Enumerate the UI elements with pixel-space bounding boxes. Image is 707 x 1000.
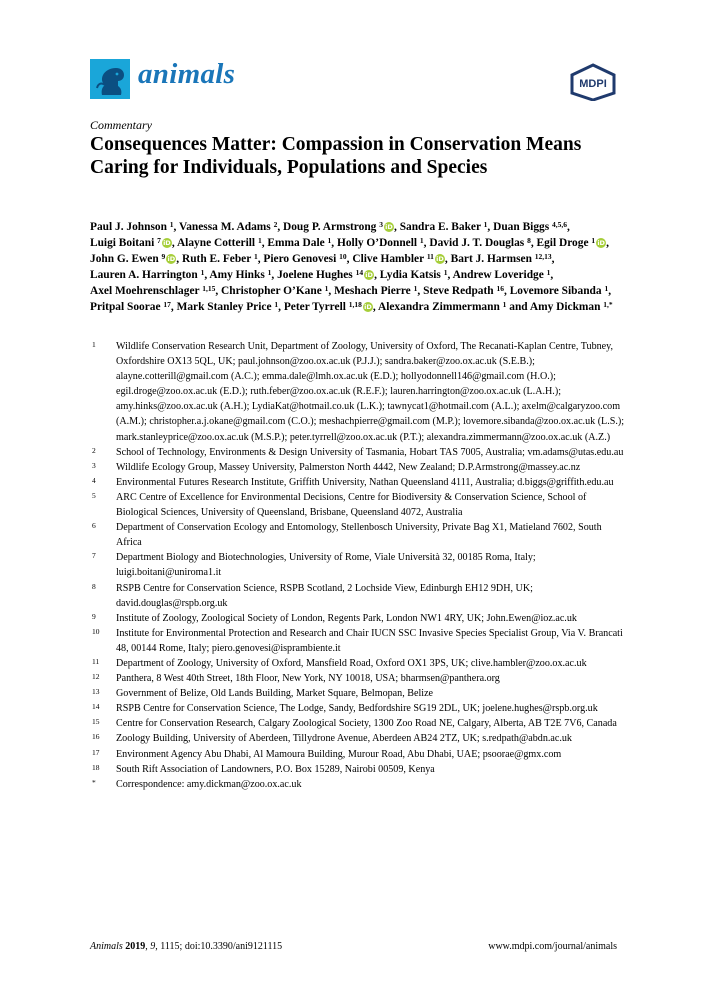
- affiliation-item: [92, 475, 628, 490]
- author-name: [182, 253, 258, 265]
- affiliation-text: Centre for Conservation Research, Calgary Zoological Society, 1300 Zoo Road NE, Calgary, Alberta, AB T2E 7V6, Canada: [116, 718, 617, 730]
- affiliation-text: Department of Conservation Ecology and Entomology, Stellenbosch University, Private Bag X1, Matieland 7602, South Africa: [116, 522, 602, 549]
- author-name-text: Alexandra Zimmermann: [377, 301, 500, 314]
- affiliation-text: ARC Centre of Excellence for Environmental Decisions, Centre for Biodiversity & Conservation Science, School of Biological Sciences, University of Queensland, Brisbane, Queensland 4072, Australia: [116, 491, 587, 519]
- footer-year: 2019: [125, 941, 146, 952]
- author-name: [209, 269, 271, 281]
- affiliation-text: Zoology Building, University of Aberdeen, Tillydrone Avenue, Aberdeen AB24 2TZ, UK; s.redpath@abdn.ac.uk: [116, 733, 572, 745]
- author-name-text: Andrew Loveridge: [452, 269, 544, 282]
- author-affiliation-sup: 1: [413, 284, 418, 294]
- author-affiliation-sup: 1: [546, 268, 551, 278]
- author-affiliation-sup: 14: [355, 268, 364, 278]
- author-name: [334, 285, 417, 297]
- author-name-text: Luigi Boitani: [90, 237, 155, 250]
- author-affiliation-sup: 10: [339, 252, 347, 262]
- mdpi-logo-text: MDPI: [579, 78, 607, 90]
- journal-url[interactable]: www.mdpi.com/journal/animals: [488, 941, 617, 952]
- affiliation-text: Department of Zoology, University of Oxford, Mansfield Road, Oxford OX1 3PS, UK; clive.hambler@zoo.ox.ac.uk: [116, 657, 587, 669]
- affiliation-text: Institute of Zoology, Zoological Society of London, Regents Park, London NW1 4RY, UK; John.Ewen@ioz.ac.uk: [116, 612, 577, 624]
- author-name: [352, 253, 445, 265]
- author-affiliation-sup: 1: [604, 284, 609, 294]
- author-name-text: John G. Ewen: [90, 253, 159, 266]
- author-name-text: Lovemore Sibanda: [509, 285, 602, 298]
- author-affiliation-sup: 1: [253, 252, 258, 262]
- author-name-text: Peter Tyrrell: [283, 301, 346, 314]
- affiliation-item: [92, 777, 628, 792]
- affiliation-text: Panthera, 8 West 40th Street, 18th Floor, New York, NY 10018, USA; bharmsen@panthera.org: [116, 673, 500, 685]
- footer-pages-doi: , 1115; doi:10.3390/ani9121115: [155, 941, 283, 952]
- author-name: [177, 237, 262, 249]
- author-affiliation-sup: 16: [496, 284, 504, 294]
- author-name-text: Bart J. Harmsen: [450, 253, 532, 266]
- affiliation-number: 1: [92, 340, 96, 349]
- author-name-text: Duan Biggs: [493, 221, 550, 233]
- author-affiliation-sup: 1: [419, 236, 424, 246]
- author-name: [530, 301, 613, 313]
- author-name: [277, 269, 374, 281]
- author-name: [221, 285, 328, 297]
- author-name: [284, 301, 373, 313]
- affiliation-number: 9: [92, 611, 96, 621]
- orcid-icon[interactable]: iD: [436, 255, 444, 264]
- author-name: [90, 253, 176, 265]
- author-name-text: Vanessa M. Adams: [179, 221, 271, 233]
- author-name: [423, 285, 504, 297]
- affiliation-text: South Rift Association of Landowners, P.O. Box 15289, Nairobi 00509, Kenya: [116, 763, 435, 775]
- author-affiliation-sup: 1,15: [202, 284, 216, 294]
- author-affiliation-sup: 1: [324, 284, 329, 294]
- affiliation-number: 13: [92, 687, 100, 697]
- affiliation-item: [92, 445, 628, 460]
- affiliation-number: *: [92, 777, 96, 787]
- author-name: [337, 237, 424, 249]
- author-affiliation-sup: 17: [163, 300, 171, 310]
- author-affiliation-sup: 1: [443, 268, 448, 278]
- author-name: [179, 221, 277, 233]
- author-affiliation-sup: 1: [200, 268, 205, 278]
- author-affiliation-sup: 4,5,6: [552, 220, 568, 229]
- affiliation-text: Wildlife Conservation Research Unit, Department of Zoology, University of Oxford, The Recanati-Kaplan Centre, Tubney, Oxfordshire OX13 5QL, UK; paul.johnson@zoo.ox.ac.uk (P.J.J.); sandra.baker@zoo.ox.ac.uk (S.E.B.); alayne.cotterill@gmail.com (A.C.); emma.dale@lmh.ox.ac.uk (E.D.); hollyodonnell146@gmail.com (H.O.); egil.droge@zoo.ox.ac.uk (E.D.); ruth.feber@zoo.ox.ac.uk (R.E.F.); lauren.harrington@zoo.ox.ac.uk (L.A.H.); amy.hinks@zoo.ox.ac.uk (A.H.); LydiaKat@hotmail.co.uk (L.K.); tawnycat1@hotmail.com (A.L.); axelm@calgaryzoo.com (A.M.); christopher.a.j.okane@gmail.com (C.O.); meshachpierre@gmail.com (M.P.); lovemore.sibanda@zoo.ox.ac.uk (L.S.); mark.stanleyprice@zoo.ox.ac.uk (M.S.P.); peter.tyrrell@zoo.ox.ac.uk (P.T.); alexandra.zimmermann@zoo.ox.ac.uk (A.Z.): [116, 341, 625, 443]
- affiliation-number: 16: [92, 732, 100, 742]
- affiliation-number: 4: [92, 475, 96, 485]
- author-name-text: Ruth E. Feber: [182, 253, 252, 266]
- affiliation-text: Wildlife Ecology Group, Massey University, Palmerston North 4442, New Zealand; D.P.Armstrong@massey.ac.nz: [116, 461, 581, 473]
- author-name-text: Paul J. Johnson: [90, 221, 167, 233]
- author-affiliation-sup: 1: [591, 236, 596, 246]
- author-name-text: Pritpal Soorae: [90, 301, 161, 314]
- author-name: [90, 301, 171, 313]
- affiliation-number: 11: [92, 656, 100, 666]
- author-name: [378, 301, 506, 313]
- affiliation-item: [92, 686, 628, 701]
- affiliation-item: [92, 611, 628, 626]
- author-name-text: Alayne Cotterill: [176, 237, 256, 250]
- author-affiliation-sup: 1: [169, 220, 174, 229]
- journal-animal-icon: [90, 59, 130, 99]
- affiliation-item: [92, 671, 628, 686]
- affiliation-text: RSPB Centre for Conservation Science, RSPB Scotland, 2 Lochside View, Edinburgh EH12 9DH, UK; david.douglas@rspb.org.uk: [116, 582, 533, 609]
- author-name: [429, 237, 530, 249]
- affiliation-number: 7: [92, 551, 96, 561]
- author-name-text: Egil Droge: [536, 237, 589, 250]
- author-name: [267, 237, 331, 249]
- footer-journal: Animals: [90, 941, 123, 952]
- affiliation-number: 5: [92, 490, 96, 500]
- author-affiliation-sup: 1: [274, 300, 279, 310]
- author-affiliation-sup: 1: [483, 220, 488, 229]
- author-affiliation-sup: 11: [426, 252, 434, 262]
- affiliation-item: [92, 626, 628, 656]
- affiliation-item: [92, 747, 628, 762]
- author-affiliation-sup: 1: [502, 300, 507, 310]
- affiliation-item: [92, 339, 628, 445]
- author-name-text: Mark Stanley Price: [176, 301, 272, 314]
- citation-footer: Animals 2019, 9, 1115; doi:10.3390/ani9121115: [90, 941, 283, 952]
- author-name-text: Clive Hambler: [352, 253, 424, 266]
- author-name: [90, 237, 172, 249]
- affiliation-number: 14: [92, 702, 100, 712]
- author-name-text: Amy Hinks: [209, 269, 265, 282]
- author-name-text: Emma Dale: [267, 237, 325, 250]
- affiliation-text: Environmental Futures Research Institute, Griffith University, Nathan Queensland 4111, Australia; d.biggs@griffith.edu.au: [116, 476, 614, 488]
- author-affiliation-sup: 2: [273, 220, 278, 229]
- article-type: Commentary: [90, 118, 152, 132]
- journal-name[interactable]: animals: [138, 58, 236, 90]
- affiliation-number: 18: [92, 762, 100, 772]
- affiliation-text: Correspondence: amy.dickman@zoo.ox.ac.uk: [116, 778, 302, 790]
- author-name-text: Sandra E. Baker: [399, 221, 481, 233]
- affiliation-item: [92, 716, 628, 731]
- article-title: Consequences Matter: Compassion in Conservation Means Caring for Individuals, Populations and Species: [90, 134, 582, 178]
- author-affiliation-sup: 3: [379, 220, 383, 229]
- author-name-text: Lauren A. Harrington: [90, 269, 198, 282]
- author-affiliation-sup: 8: [527, 236, 531, 246]
- affiliation-item: [92, 550, 628, 580]
- author-affiliation-sup: 1: [327, 236, 332, 246]
- affiliation-text: Institute for Environmental Protection and Research and Chair IUCN SSC Invasive Species Specialist Group, Via V. Brancati 48, 00144 Rome, Italy; piero.genovesi@isprambiente.it: [116, 627, 623, 654]
- affiliation-item: [92, 520, 628, 550]
- author-list: Paul J. Johnson $^1$, Vanessa M. Adams $^2$, Doug P. Armstrong $^3$ iD, Sandra E. Baker $^1$, Duan Biggs $^{4,5,6}$, Luigi Boitani $^7$ iD, Alayne Cotterill $^1$, Emma Dale $^1$, Holly O’Donnell $^1$, David J. T. Douglas $^8$, Egil Droge $^1$ iD, John G. Ewen $^9$ iD, Ruth E. Feber $^1$, Piero Genovesi $^{10}$, Clive Hambler $^{11}$ iD, Bart J. Harmsen $^{12,13}$, Lauren A. Harrington $^1$, Amy Hinks $^1$, Joelene Hughes $^{14}$ iD, Lydia Katsis $^1$, Andrew Loveridge $^1$, Axel Moehrenschlager $^{1,15}$, Christopher O’Kane $^1$, Meshach Pierre $^1$, Steve Redpath $^{16}$, Lovemore Sibanda $^1$, Pritpal Soorae $^{17}$, Mark Stanley Price $^1$, Peter Tyrrell $^{1,18}$ iD, Alexandra Zimmermann $^1$ and Amy Dickman $^{1,*}$: [90, 220, 613, 314]
- affiliation-item: [92, 490, 628, 520]
- affiliation-number: 8: [92, 581, 96, 591]
- affiliation-number: 12: [92, 672, 100, 682]
- author-name: [493, 221, 567, 233]
- affiliation-list: [92, 339, 628, 792]
- author-name: [90, 221, 174, 233]
- author-affiliation-sup: 9: [161, 252, 166, 262]
- affiliation-number: 3: [92, 460, 96, 470]
- footer-volume: 9: [150, 941, 156, 952]
- journal-logo[interactable]: [90, 59, 130, 99]
- author-affiliation-sup: 1: [257, 236, 262, 246]
- author-name: [90, 285, 215, 297]
- author-name: [380, 269, 448, 281]
- orcid-icon[interactable]: iD: [167, 255, 176, 264]
- mdpi-logo[interactable]: [568, 63, 618, 101]
- orcid-icon[interactable]: iD: [163, 239, 171, 248]
- affiliation-item: [92, 762, 628, 777]
- affiliation-number: 10: [92, 626, 100, 636]
- author-affiliation-sup: 12,13: [534, 252, 552, 262]
- affiliation-item: [92, 701, 628, 716]
- author-name-text: Meshach Pierre: [334, 285, 411, 298]
- affiliation-item: [92, 731, 628, 746]
- affiliation-number: 15: [92, 717, 100, 727]
- affiliation-item: [92, 581, 628, 611]
- author-name-text: Holly O’Donnell: [336, 237, 418, 250]
- affiliation-number: 2: [92, 445, 96, 455]
- author-name-text: Axel Moehrenschlager: [90, 285, 200, 298]
- author-name: [537, 237, 607, 249]
- affiliation-number: 17: [92, 747, 100, 757]
- author-name-text: Amy Dickman: [529, 301, 601, 314]
- author-name-text: Piero Genovesi: [263, 253, 337, 266]
- authors-joiner: and: [509, 301, 528, 314]
- author-name: [177, 301, 279, 313]
- author-name: [90, 269, 204, 281]
- author-name: [510, 285, 609, 297]
- orcid-icon[interactable]: iD: [597, 239, 605, 248]
- author-name: [283, 221, 394, 233]
- orcid-icon[interactable]: iD: [364, 303, 372, 312]
- author-affiliation-sup: 1: [267, 268, 272, 278]
- affiliation-text: RSPB Centre for Conservation Science, The Lodge, Sandy, Bedfordshire SG19 2DL, UK; joelene.hughes@rspb.org.uk: [116, 703, 598, 715]
- author-name-text: Doug P. Armstrong: [283, 221, 377, 233]
- author-name-text: David J. T. Douglas: [429, 237, 525, 250]
- author-name: [453, 269, 551, 281]
- affiliation-text: Department Biology and Biotechnologies, University of Rome, Viale Università 32, 00185 Roma, Italy; luigi.boitani@uniroma1.it: [116, 552, 536, 579]
- author-name-text: Lydia Katsis: [379, 269, 441, 282]
- author-name-text: Steve Redpath: [423, 285, 494, 298]
- orcid-icon[interactable]: iD: [365, 271, 373, 280]
- affiliation-text: School of Technology, Environments & Design University of Tasmania, Hobart TAS 7005, Australia; vm.adams@utas.edu.au: [116, 446, 624, 458]
- author-name-text: Joelene Hughes: [277, 269, 353, 282]
- author-name-text: Christopher O’Kane: [221, 285, 322, 298]
- author-name: [451, 253, 552, 265]
- author-affiliation-sup: 7: [157, 236, 161, 246]
- author-affiliation-sup: 1,*: [603, 300, 613, 310]
- affiliation-text: Government of Belize, Old Lands Building, Market Square, Belmopan, Belize: [116, 688, 434, 700]
- orcid-icon[interactable]: iD: [385, 223, 393, 231]
- author-name: [400, 221, 488, 233]
- author-name: [263, 253, 346, 265]
- affiliation-number: 6: [92, 521, 96, 531]
- affiliation-text: Environment Agency Abu Dhabi, Al Mamoura Building, Murour Road, Abu Dhabi, UAE; psoorae@gmx.com: [116, 748, 562, 760]
- affiliation-item: [92, 656, 628, 671]
- author-affiliation-sup: 1,18: [348, 300, 362, 310]
- affiliation-item: [92, 460, 628, 475]
